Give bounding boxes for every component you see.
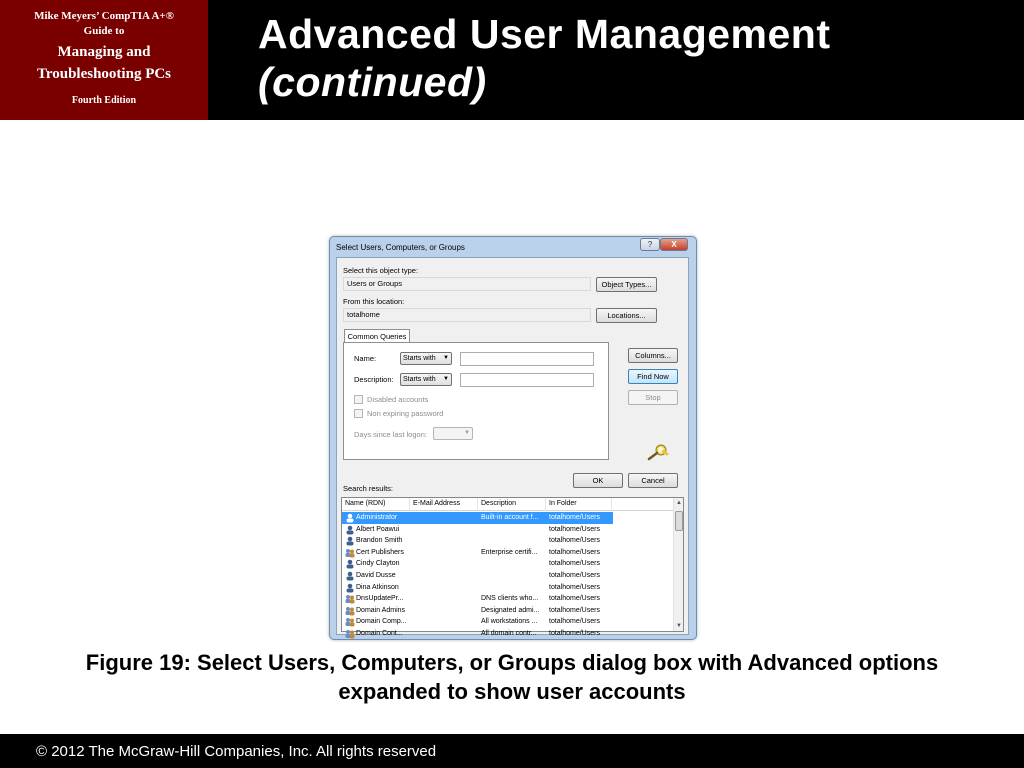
- table-row[interactable]: [342, 547, 675, 559]
- cell-name: Administrator: [356, 514, 398, 521]
- cell-folder: totalhome/Users: [549, 583, 600, 591]
- group-icon: [345, 606, 354, 615]
- cell-description: Designated admi...: [481, 606, 540, 614]
- disabled-accounts-label: Disabled accounts: [367, 395, 429, 404]
- cell-name: Domain Comp...: [356, 618, 407, 626]
- search-results-list[interactable]: [341, 497, 684, 637]
- help-button[interactable]: ?: [640, 238, 660, 251]
- name-match-select[interactable]: [400, 352, 452, 365]
- cell-name: Albert Poawui: [356, 525, 400, 533]
- locations-button[interactable]: Locations...: [596, 308, 657, 323]
- cell-folder: totalhome/Users: [549, 525, 600, 533]
- book-title-line: Guide to: [83, 25, 125, 37]
- cell-folder: totalhome/Users: [549, 629, 600, 637]
- table-row[interactable]: [342, 558, 675, 570]
- chevron-down-icon: ▼: [464, 430, 470, 436]
- user-icon: [345, 571, 354, 580]
- cell-name: DnsUpdatePr...: [356, 595, 404, 603]
- results-rows: [342, 512, 675, 640]
- user-icon: [345, 536, 354, 545]
- results-header: [342, 498, 675, 511]
- cell-name: Brandon Smith: [356, 537, 403, 545]
- column-header-folder[interactable]: In Folder: [546, 498, 612, 511]
- cell-description: All domain contr...: [481, 629, 537, 637]
- cancel-button[interactable]: Cancel: [628, 473, 678, 488]
- column-header-name[interactable]: Name (RDN): [342, 498, 410, 511]
- cell-folder: totalhome/Users: [549, 618, 600, 626]
- table-row[interactable]: [342, 593, 675, 605]
- user-icon: [345, 513, 354, 522]
- table-row[interactable]: [342, 524, 675, 536]
- slide-header: [0, 0, 1024, 120]
- disabled-accounts-checkbox[interactable]: [354, 395, 363, 404]
- table-row[interactable]: [342, 605, 675, 617]
- cell-folder: totalhome/Users: [549, 514, 600, 521]
- search-results-label: Search results:: [343, 484, 394, 493]
- cell-name: David Dusse: [356, 571, 396, 579]
- dialog-body: [336, 257, 689, 635]
- chevron-down-icon: ▼: [443, 355, 449, 361]
- cell-name: Dina Atkinson: [356, 583, 399, 591]
- description-match-select[interactable]: [400, 373, 452, 386]
- name-input[interactable]: [460, 352, 594, 366]
- results-scrollbar[interactable]: [673, 498, 683, 631]
- cell-description: Enterprise certifi...: [481, 548, 538, 556]
- table-row[interactable]: [342, 512, 613, 524]
- tab-common-queries[interactable]: Common Queries: [344, 329, 410, 343]
- group-icon: [345, 548, 354, 557]
- scroll-thumb[interactable]: [675, 511, 683, 531]
- column-header-email[interactable]: E-Mail Address: [410, 498, 478, 511]
- figure-caption: Figure 19: Select Users, Computers, or Groups dialog box with Advanced options expanded to show user accounts: [85, 650, 939, 704]
- days-since-logon-label: Days since last logon:: [354, 430, 427, 439]
- user-icon: [345, 583, 354, 592]
- scroll-up-icon[interactable]: ▲: [676, 500, 682, 506]
- common-queries-panel: [343, 342, 609, 460]
- slide-title: [258, 10, 831, 106]
- name-label: Name:: [354, 354, 377, 363]
- slide-title-continued: (continued): [258, 59, 487, 105]
- name-match-value: Starts with: [403, 355, 436, 362]
- slide-title-main: Advanced User Management: [258, 11, 831, 57]
- book-title-line: Managing and: [57, 44, 151, 60]
- table-row[interactable]: [342, 570, 675, 582]
- ok-button[interactable]: OK: [573, 473, 623, 488]
- table-row[interactable]: [342, 535, 675, 547]
- cell-folder: totalhome/Users: [549, 548, 600, 556]
- cell-description: All workstations ...: [481, 618, 538, 626]
- column-header-description[interactable]: Description: [478, 498, 546, 511]
- group-icon: [345, 594, 354, 603]
- slide-footer: [0, 734, 1024, 768]
- book-title-line: Mike Meyers’ CompTIA A+®: [34, 10, 174, 22]
- dialog-title: Select Users, Computers, or Groups: [336, 243, 465, 252]
- cell-description: Built-in account f...: [481, 514, 539, 521]
- location-field: totalhome: [343, 308, 591, 322]
- book-title-box: [0, 0, 208, 120]
- group-icon: [345, 617, 354, 626]
- select-users-dialog: [329, 236, 697, 640]
- cell-description: DNS clients who...: [481, 595, 539, 603]
- cell-name: Domain Admins: [356, 606, 406, 614]
- columns-button[interactable]: Columns...: [628, 348, 678, 363]
- search-icon: [646, 442, 670, 462]
- object-type-field: Users or Groups: [343, 277, 591, 291]
- scroll-down-icon[interactable]: ▼: [676, 623, 682, 629]
- days-since-logon-select[interactable]: [433, 427, 473, 440]
- description-match-value: Starts with: [403, 376, 436, 383]
- description-input[interactable]: [460, 373, 594, 387]
- object-type-label: Select this object type:: [343, 266, 419, 275]
- find-now-button[interactable]: Find Now: [628, 369, 678, 384]
- stop-button[interactable]: Stop: [628, 390, 678, 405]
- chevron-down-icon: ▼: [443, 376, 449, 382]
- location-label: From this location:: [343, 297, 405, 306]
- user-icon: [345, 559, 354, 568]
- non-expiring-label: Non expiring password: [367, 409, 444, 418]
- table-row[interactable]: [342, 628, 675, 640]
- cell-name: Cindy Clayton: [356, 560, 400, 568]
- book-edition: Fourth Edition: [71, 95, 137, 106]
- cell-name: Domain Cont...: [356, 629, 403, 637]
- cell-name: Cert Publishers: [356, 548, 404, 556]
- cell-folder: totalhome/Users: [549, 571, 600, 579]
- table-row[interactable]: [342, 582, 675, 594]
- copyright-text: © 2012 The McGraw-Hill Companies, Inc. All rights reserved: [36, 743, 437, 760]
- non-expiring-checkbox[interactable]: [354, 409, 363, 418]
- cell-folder: totalhome/Users: [549, 537, 600, 545]
- cell-folder: totalhome/Users: [549, 606, 600, 614]
- object-types-button[interactable]: Object Types...: [596, 277, 657, 292]
- book-title-line: Troubleshooting PCs: [36, 66, 172, 82]
- close-button[interactable]: X: [660, 238, 688, 251]
- group-icon: [345, 629, 354, 638]
- table-row[interactable]: [342, 616, 675, 628]
- description-label: Description:: [354, 375, 394, 384]
- cell-folder: totalhome/Users: [549, 560, 600, 568]
- cell-folder: totalhome/Users: [549, 595, 600, 603]
- user-icon: [345, 525, 354, 534]
